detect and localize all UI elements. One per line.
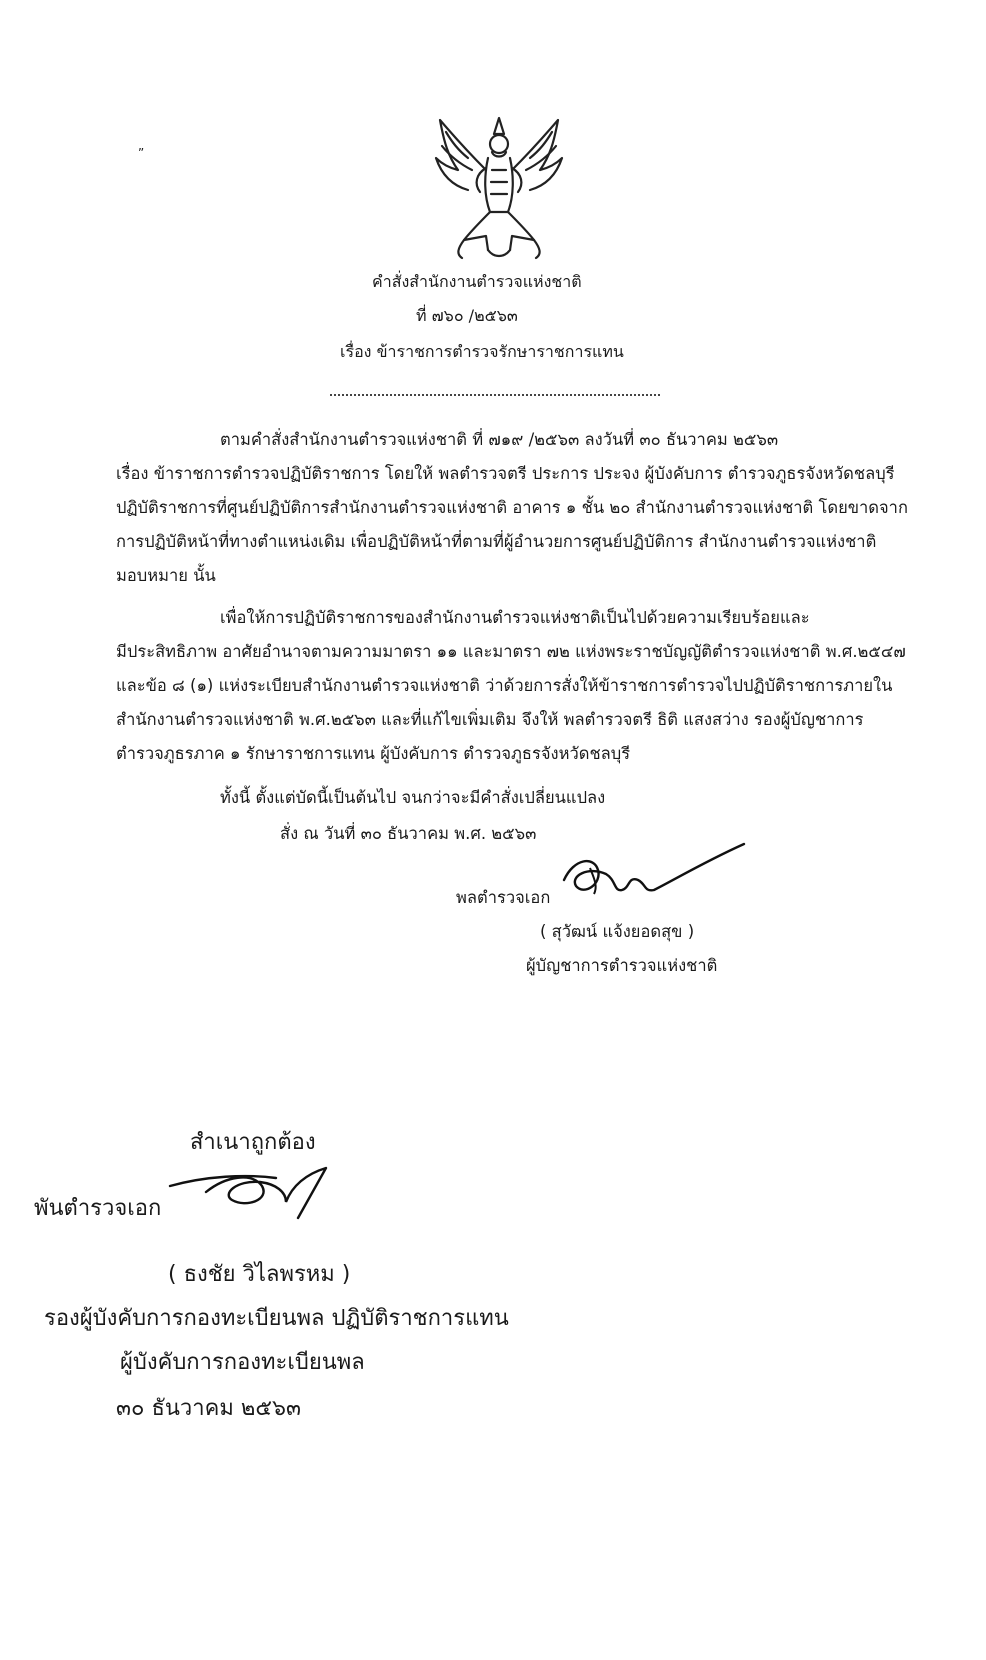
header-divider: [330, 394, 660, 396]
body-line: การปฏิบัติหน้าที่ทางตำแหน่งเดิม เพื่อปฏิบัติหน้าที่ตามที่ผู้อำนวยการศูนย์ปฏิบัติการ สำนักงานตำรวจแห่งชาติ: [116, 532, 877, 551]
body-line: และข้อ ๘ (๑) แห่งระเบียบสำนักงานตำรวจแห่งชาติ ว่าด้วยการสั่งให้ข้าราชการตำรวจไปปฏิบัติราชการภายใน: [116, 676, 893, 695]
body-line: ตามคำสั่งสำนักงานตำรวจแห่งชาติ ที่ ๗๑๙ /๒๕๖๓ ลงวันที่ ๓๐ ธันวาคม ๒๕๖๓: [220, 430, 779, 449]
body-line: ทั้งนี้ ตั้งแต่บัดนี้เป็นต้นไป จนกว่าจะมีคำสั่งเปลี่ยนแปลง: [220, 788, 606, 807]
certifier-position-line1: รองผู้บังคับการกองทะเบียนพล ปฏิบัติราชการแทน: [44, 1306, 509, 1331]
signer-rank: พลตำรวจเอก: [456, 888, 551, 907]
order-subject: เรื่อง ข้าราชการตำรวจรักษาราชการแทน: [340, 342, 624, 361]
certifier-position-line2: ผู้บังคับการกองทะเบียนพล: [120, 1350, 365, 1375]
order-title: คำสั่งสำนักงานตำรวจแห่งชาติ: [372, 272, 582, 291]
order-number: ที่ ๗๖๐ /๒๕๖๓: [416, 306, 518, 325]
certifier-rank: พันตำรวจเอก: [34, 1196, 162, 1221]
handwritten-signature: [554, 840, 754, 920]
scan-mark: ”: [138, 146, 145, 160]
body-line: ปฏิบัติราชการที่ศูนย์ปฏิบัติการสำนักงานตำรวจแห่งชาติ อาคาร ๑ ชั้น ๒๐ สำนักงานตำรวจแห่งชาติ โดยขาดจาก: [116, 498, 908, 517]
certifier-signature: [166, 1156, 336, 1226]
certifier-name: ( ธงชัย วิไลพรหม ): [168, 1262, 351, 1287]
certification-date: ๓๐ ธันวาคม ๒๕๖๓: [116, 1396, 302, 1421]
body-line: สำนักงานตำรวจแห่งชาติ พ.ศ.๒๕๖๓ และที่แก้ไขเพิ่มเติม จึงให้ พลตำรวจตรี ธิติ แสงสว่าง รองผู้บัญชาการ: [116, 710, 864, 729]
garuda-emblem: [428, 112, 570, 264]
body-line: ตำรวจภูธรภาค ๑ รักษาราชการแทน ผู้บังคับการ ตำรวจภูธรจังหวัดชลบุรี: [116, 744, 631, 763]
body-line: เพื่อให้การปฏิบัติราชการของสำนักงานตำรวจแห่งชาติเป็นไปด้วยความเรียบร้อยและ: [220, 608, 810, 627]
signer-name: ( สุวัฒน์ แจ้งยอดสุข ): [540, 922, 695, 941]
body-line: มอบหมาย นั้น: [116, 566, 216, 585]
signer-position: ผู้บัญชาการตำรวจแห่งชาติ: [526, 956, 718, 975]
ordered-date: สั่ง ณ วันที่ ๓๐ ธันวาคม พ.ศ. ๒๕๖๓: [280, 824, 537, 843]
certified-copy-label: สำเนาถูกต้อง: [190, 1130, 316, 1155]
body-line: มีประสิทธิภาพ อาศัยอำนาจตามความมาตรา ๑๑ และมาตรา ๗๒ แห่งพระราชบัญญัติตำรวจแห่งชาติ พ.ศ.๒๕๔๗: [116, 642, 906, 661]
body-line: เรื่อง ข้าราชการตำรวจปฏิบัติราชการ โดยให้ พลตำรวจตรี ประการ ประจง ผู้บังคับการ ตำรวจภูธรจังหวัดชลบุรี: [116, 464, 895, 483]
